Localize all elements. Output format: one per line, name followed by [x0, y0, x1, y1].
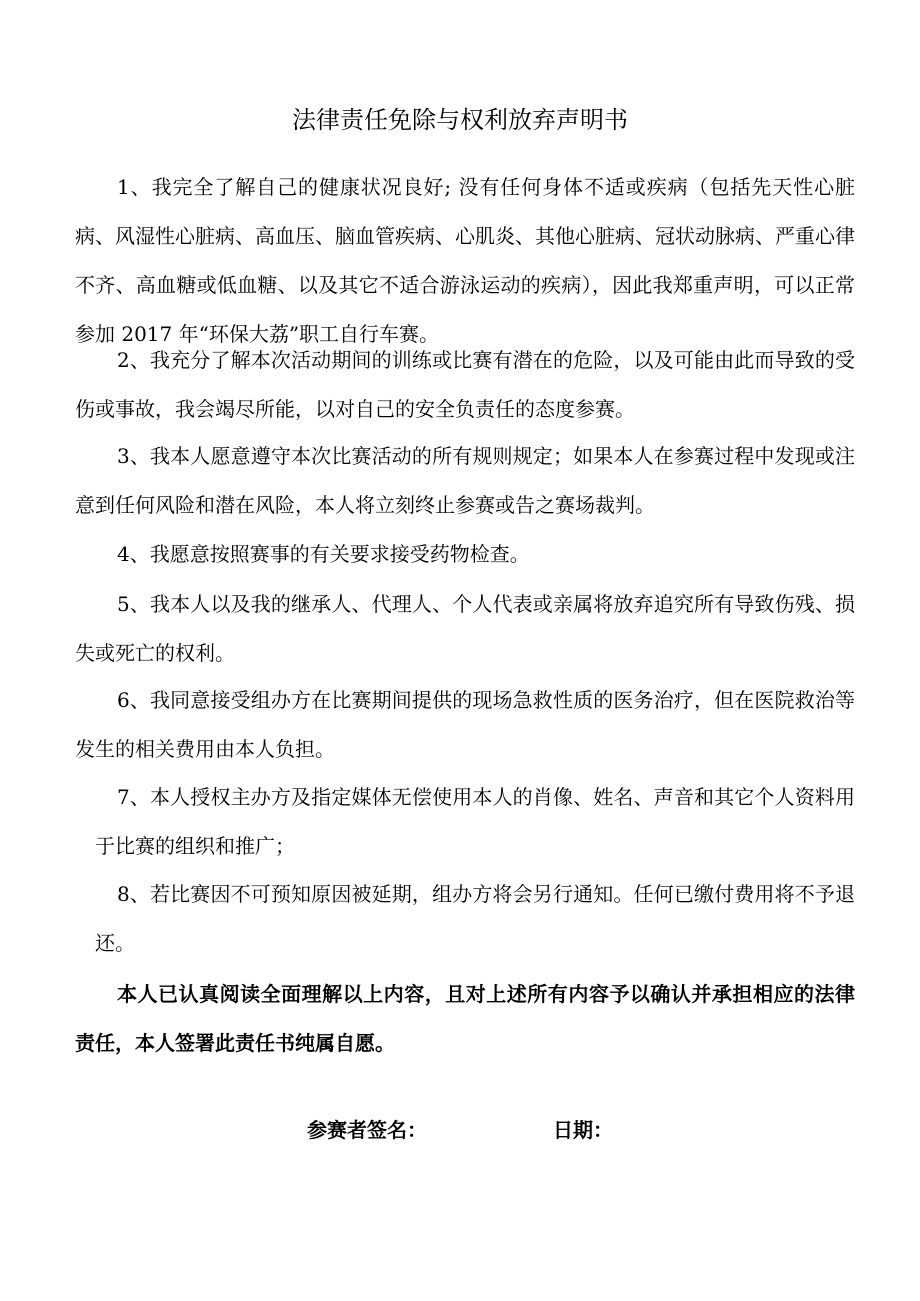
clause-4: 4、我愿意按照赛事的有关要求接受药物检查。	[117, 542, 530, 566]
acknowledgement-statement: 本人已认真阅读全面理解以上内容，且对上述所有内容予以确认并承担相应的法律责任，本人签署此责任书纯属自愿。	[75, 982, 855, 1055]
signature-row	[0, 1110, 920, 1150]
clause-2: 2、我充分了解本次活动期间的训练或比赛有潜在的危险，以及可能由此而导致的受伤或事故，我会竭尽所能，以对自己的安全负责任的态度参赛。	[75, 348, 855, 421]
clause-6: 6、我同意接受组办方在比赛期间提供的现场急救性质的医务治疗，但在医院救治等发生的相关费用由本人负担。	[75, 688, 855, 761]
clause-1: 1、我完全了解自己的健康状况良好; 没有任何身体不适或疾病（包括先天性心脏病、风湿性心脏病、高血压、脑血管疾病、心肌炎、其他心脏病、冠状动脉病、严重心律不齐、高血糖或低血糖、以及其它不适合游泳运动的疾病），因此我郑重声明，可以正常参加 2017 年“环保大荔”职工自行车赛。	[75, 175, 855, 346]
signature-label: 参赛者签名：	[307, 1118, 427, 1142]
clause-3: 3、我本人愿意遵守本次比赛活动的所有规则规定；如果本人在参赛过程中发现或注意到任何风险和潜在风险，本人将立刻终止参赛或告之赛场裁判。	[75, 444, 855, 517]
clause-7: 7、本人授权主办方及指定媒体无偿使用本人的肖像、姓名、声音和其它个人资料用于比赛的组织和推广；	[95, 785, 855, 858]
clause-5: 5、我本人以及我的继承人、代理人、个人代表或亲属将放弃追究所有导致伤残、损失或死亡的权利。	[75, 592, 855, 665]
clause-8: 8、若比赛因不可预知原因被延期，组办方将会另行通知。任何已缴付费用将不予退还。	[95, 882, 855, 955]
date-label: 日期：	[553, 1118, 613, 1142]
document-title: 法律责任免除与权利放弃声明书	[292, 106, 628, 134]
